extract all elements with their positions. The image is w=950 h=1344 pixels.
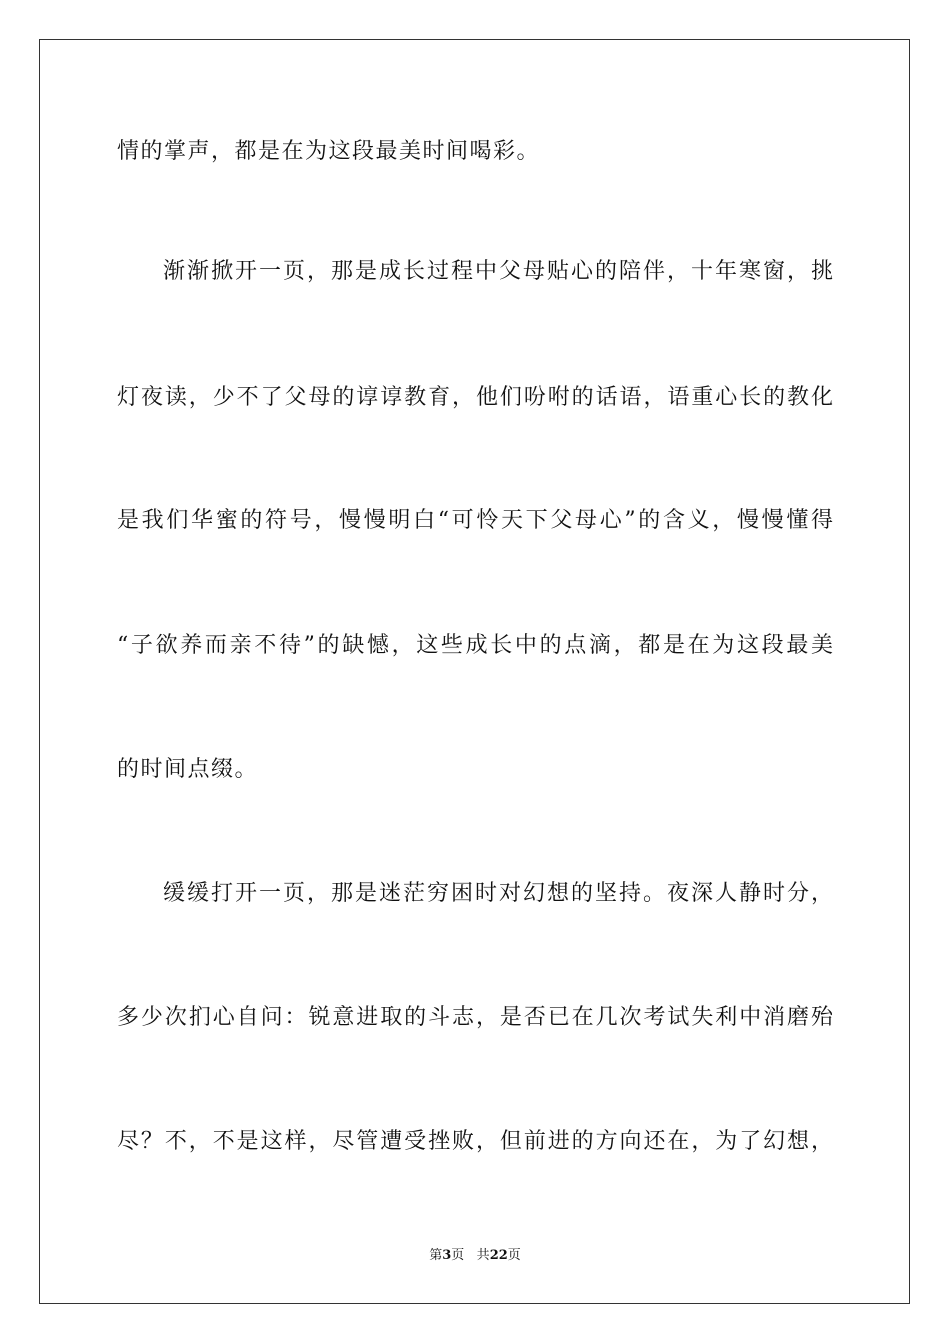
total-suffix: 页	[507, 1248, 521, 1263]
text-line: 多少次扪心自问：锐意进取的斗志，是否已在几次考试失利中消磨殆	[117, 1005, 833, 1030]
text-line: 情的掌声，都是在为这段最美时间喝彩。	[117, 139, 541, 164]
page-prefix: 第	[429, 1248, 443, 1263]
page-number: 3	[442, 1248, 452, 1263]
text-line: 是我们华蜜的符号，慢慢明白“可怜天下父母心”的含义，慢慢懂得	[117, 508, 833, 533]
page-border	[39, 39, 910, 1304]
page-suffix: 页	[451, 1248, 465, 1263]
page-footer	[0, 1247, 950, 1265]
text-line: 灯夜读，少不了父母的谆谆教育，他们吩咐的话语，语重心长的教化	[117, 385, 833, 410]
text-line: “子欲养而亲不待”的缺憾，这些成长中的点滴，都是在为这段最美	[117, 633, 833, 658]
text-line: 渐渐掀开一页，那是成长过程中父母贴心的陪伴，十年寒窗，挑	[163, 259, 833, 284]
text-line: 尽？不，不是这样，尽管遭受挫败，但前进的方向还在，为了幻想，	[117, 1129, 833, 1154]
text-line: 缓缓打开一页，那是迷茫穷困时对幻想的坚持。夜深人静时分，	[163, 881, 833, 906]
total-pages: 22	[489, 1248, 508, 1263]
total-prefix: 共	[476, 1248, 490, 1263]
text-line: 的时间点缀。	[117, 757, 259, 782]
